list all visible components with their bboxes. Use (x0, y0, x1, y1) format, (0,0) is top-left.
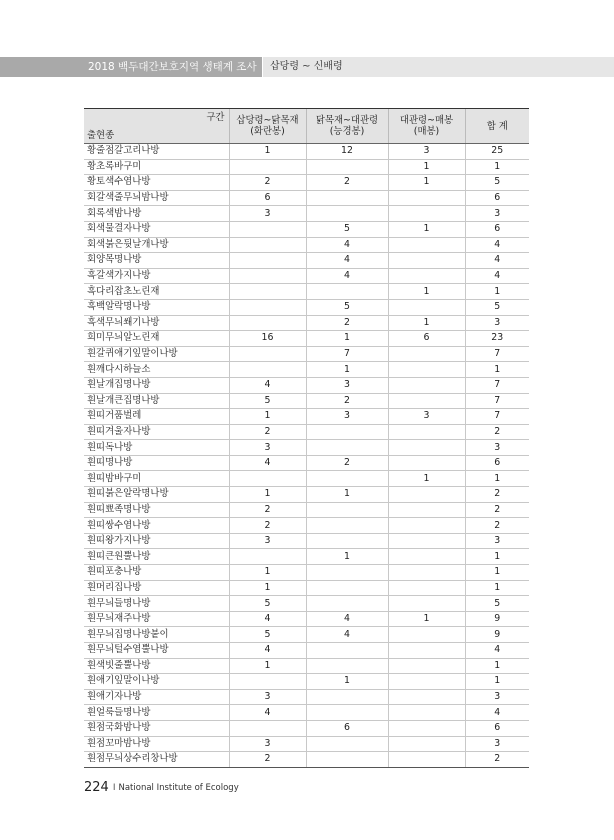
report-title: 2018 백두대간보호지역 생태계 조사 (0, 57, 262, 77)
species-name-cell: 흰띠붉은알락명나방 (84, 487, 229, 503)
corner-label-section: 구간 (206, 112, 225, 123)
table-row (84, 487, 529, 503)
count-cell (306, 502, 388, 518)
count-cell (306, 284, 388, 300)
total-cell: 2 (465, 752, 529, 768)
column-header (306, 109, 388, 144)
table-row (84, 611, 529, 627)
table-row (84, 596, 529, 612)
count-cell (388, 424, 465, 440)
species-name-cell: 흰띠거품벌레 (84, 409, 229, 425)
column-header (229, 109, 306, 144)
table-row (84, 346, 529, 362)
count-cell (388, 674, 465, 690)
header-divider (262, 57, 263, 77)
count-cell: 1 (229, 409, 306, 425)
count-cell (229, 299, 306, 315)
total-cell: 1 (465, 565, 529, 581)
count-cell: 6 (388, 331, 465, 347)
count-cell: 1 (388, 221, 465, 237)
count-cell (388, 658, 465, 674)
table-row (84, 549, 529, 565)
total-cell: 3 (465, 533, 529, 549)
count-cell (388, 549, 465, 565)
table-row (84, 315, 529, 331)
species-name-cell: 흰날개큰집명나방 (84, 393, 229, 409)
total-cell: 5 (465, 175, 529, 191)
count-cell: 1 (306, 331, 388, 347)
count-cell (229, 471, 306, 487)
total-cell: 4 (465, 268, 529, 284)
total-cell: 2 (465, 487, 529, 503)
count-cell (306, 596, 388, 612)
count-cell: 4 (306, 268, 388, 284)
count-cell: 6 (229, 190, 306, 206)
table-row (84, 393, 529, 409)
count-cell (306, 190, 388, 206)
total-cell: 1 (465, 674, 529, 690)
total-cell: 2 (465, 518, 529, 534)
count-cell (229, 346, 306, 362)
species-name-cell: 흰머리집나방 (84, 580, 229, 596)
count-cell (306, 518, 388, 534)
species-table-container (84, 108, 529, 768)
total-cell: 7 (465, 377, 529, 393)
count-cell: 5 (229, 627, 306, 643)
count-cell: 3 (229, 440, 306, 456)
count-cell (388, 393, 465, 409)
table-row (84, 268, 529, 284)
table-row (84, 689, 529, 705)
count-cell (306, 643, 388, 659)
count-cell: 4 (229, 611, 306, 627)
count-cell: 1 (229, 658, 306, 674)
species-name-cell: 황초록바구미 (84, 159, 229, 175)
table-row (84, 720, 529, 736)
count-cell: 2 (306, 393, 388, 409)
table-row (84, 643, 529, 659)
count-cell: 5 (306, 221, 388, 237)
count-cell: 1 (306, 549, 388, 565)
column-header-line1: 닭목재~대관령 (315, 115, 379, 126)
count-cell (388, 190, 465, 206)
table-row (84, 627, 529, 643)
count-cell: 1 (388, 284, 465, 300)
column-header-line2: (능경봉) (329, 126, 365, 137)
species-name-cell: 흑갈색가지나방 (84, 268, 229, 284)
species-name-cell: 흰띠명나방 (84, 455, 229, 471)
species-name-cell: 회록색밤나방 (84, 206, 229, 222)
table-row (84, 424, 529, 440)
count-cell: 1 (388, 611, 465, 627)
count-cell (388, 643, 465, 659)
species-name-cell: 흰띠겨울자나방 (84, 424, 229, 440)
total-cell: 9 (465, 611, 529, 627)
count-cell: 4 (229, 705, 306, 721)
total-cell: 3 (465, 315, 529, 331)
count-cell (229, 268, 306, 284)
count-cell (388, 362, 465, 378)
count-cell (306, 206, 388, 222)
species-name-cell: 흰무늬털수염뿔나방 (84, 643, 229, 659)
column-header-total (465, 109, 529, 144)
count-cell (306, 424, 388, 440)
footer-separator: I (112, 783, 116, 793)
count-cell: 1 (229, 565, 306, 581)
table-row (84, 221, 529, 237)
count-cell: 5 (306, 299, 388, 315)
table-row (84, 237, 529, 253)
count-cell (229, 237, 306, 253)
species-name-cell: 흰띠밤바구미 (84, 471, 229, 487)
total-cell: 6 (465, 720, 529, 736)
table-row (84, 674, 529, 690)
table-row (84, 206, 529, 222)
total-cell: 25 (465, 144, 529, 160)
count-cell: 4 (229, 643, 306, 659)
count-cell (388, 533, 465, 549)
count-cell (388, 206, 465, 222)
table-row (84, 159, 529, 175)
count-cell: 2 (306, 175, 388, 191)
count-cell (388, 502, 465, 518)
count-cell: 1 (388, 175, 465, 191)
species-name-cell: 흰무늬집명나방붙이 (84, 627, 229, 643)
species-name-cell: 흰띠포충나방 (84, 565, 229, 581)
table-row (84, 705, 529, 721)
column-header (388, 109, 465, 144)
column-header-line1: 삽당령~닭목재 (236, 115, 299, 126)
table-row (84, 362, 529, 378)
count-cell (306, 752, 388, 768)
count-cell: 5 (229, 393, 306, 409)
count-cell (229, 315, 306, 331)
species-name-cell: 흰갈퀴애기잎말이나방 (84, 346, 229, 362)
species-name-cell: 흰얼룩들명나방 (84, 705, 229, 721)
page-number: 224 (84, 780, 109, 795)
total-cell: 4 (465, 705, 529, 721)
table-row (84, 299, 529, 315)
table-row (84, 331, 529, 347)
count-cell (388, 377, 465, 393)
species-name-cell: 흰깨다시하늘소 (84, 362, 229, 378)
total-cell: 4 (465, 253, 529, 269)
total-cell: 7 (465, 409, 529, 425)
table-row (84, 377, 529, 393)
table-row (84, 440, 529, 456)
table-row (84, 471, 529, 487)
count-cell: 1 (229, 487, 306, 503)
species-name-cell: 흰색빗줄뿔나방 (84, 658, 229, 674)
species-name-cell: 회양목명나방 (84, 253, 229, 269)
species-name-cell: 흰점꼬마밤나방 (84, 736, 229, 752)
table-row (84, 502, 529, 518)
table-row (84, 736, 529, 752)
count-cell: 3 (388, 409, 465, 425)
count-cell (229, 253, 306, 269)
count-cell (388, 253, 465, 269)
count-cell (388, 689, 465, 705)
count-cell (229, 284, 306, 300)
species-name-cell: 흰점국화밤나방 (84, 720, 229, 736)
count-cell: 12 (306, 144, 388, 160)
table-row (84, 253, 529, 269)
total-cell: 1 (465, 284, 529, 300)
total-cell: 1 (465, 549, 529, 565)
table-row (84, 190, 529, 206)
table-header-row (84, 109, 529, 144)
count-cell (388, 627, 465, 643)
species-name-cell: 흰무늬들명나방 (84, 596, 229, 612)
count-cell (388, 487, 465, 503)
total-cell: 3 (465, 206, 529, 222)
count-cell: 1 (388, 159, 465, 175)
count-cell (306, 440, 388, 456)
total-cell: 1 (465, 471, 529, 487)
count-cell: 4 (306, 253, 388, 269)
count-cell: 2 (229, 175, 306, 191)
count-cell (306, 533, 388, 549)
count-cell (306, 736, 388, 752)
column-header-line1: 합 계 (486, 120, 508, 132)
count-cell (229, 221, 306, 237)
count-cell: 1 (229, 144, 306, 160)
total-cell: 1 (465, 580, 529, 596)
count-cell (388, 752, 465, 768)
count-cell (388, 565, 465, 581)
count-cell: 3 (306, 377, 388, 393)
species-name-cell: 흰애기자나방 (84, 689, 229, 705)
table-row (84, 284, 529, 300)
column-header-line1: 대관령~매봉 (399, 115, 454, 126)
total-cell: 3 (465, 736, 529, 752)
count-cell (388, 720, 465, 736)
count-cell: 3 (306, 409, 388, 425)
species-name-cell: 흰무늬재주나방 (84, 611, 229, 627)
total-cell: 2 (465, 424, 529, 440)
count-cell: 4 (306, 237, 388, 253)
count-cell (306, 689, 388, 705)
total-cell: 6 (465, 190, 529, 206)
count-cell (306, 705, 388, 721)
corner-header-cell (84, 109, 229, 144)
species-table (84, 108, 529, 768)
table-body (84, 144, 529, 768)
count-cell: 1 (306, 487, 388, 503)
count-cell: 2 (229, 424, 306, 440)
species-name-cell: 흰띠큰원뿔나방 (84, 549, 229, 565)
total-cell: 6 (465, 455, 529, 471)
count-cell (388, 268, 465, 284)
count-cell: 2 (229, 518, 306, 534)
species-name-cell: 흰띠쌍수염나방 (84, 518, 229, 534)
total-cell: 1 (465, 159, 529, 175)
total-cell: 6 (465, 221, 529, 237)
species-name-cell: 흰날개집명나방 (84, 377, 229, 393)
count-cell (229, 549, 306, 565)
count-cell: 3 (229, 736, 306, 752)
count-cell (388, 736, 465, 752)
count-cell (306, 159, 388, 175)
count-cell (229, 159, 306, 175)
count-cell (306, 471, 388, 487)
count-cell (306, 580, 388, 596)
count-cell: 1 (306, 362, 388, 378)
count-cell (388, 596, 465, 612)
count-cell: 1 (306, 674, 388, 690)
total-cell: 7 (465, 346, 529, 362)
column-header-line2: (매봉) (413, 126, 440, 137)
count-cell (388, 440, 465, 456)
table-row (84, 565, 529, 581)
count-cell: 4 (306, 627, 388, 643)
count-cell (388, 455, 465, 471)
species-name-cell: 흰애기잎말이나방 (84, 674, 229, 690)
total-cell: 4 (465, 237, 529, 253)
section-title: 삽당령 ~ 신배령 (270, 61, 343, 72)
count-cell: 5 (229, 596, 306, 612)
species-name-cell: 흰띠뾰족명나방 (84, 502, 229, 518)
total-cell: 3 (465, 689, 529, 705)
table-row (84, 409, 529, 425)
count-cell: 4 (229, 377, 306, 393)
species-name-cell: 흰점무늬상수리창나방 (84, 752, 229, 768)
species-name-cell: 희미무늬알노린재 (84, 331, 229, 347)
species-name-cell: 흑다리잡초노린재 (84, 284, 229, 300)
species-name-cell: 황줄점갈고리나방 (84, 144, 229, 160)
organization-name: National Institute of Ecology (118, 783, 239, 793)
corner-label-species: 출현종 (87, 130, 115, 141)
count-cell: 4 (306, 611, 388, 627)
count-cell: 3 (388, 144, 465, 160)
table-row (84, 144, 529, 160)
count-cell (229, 720, 306, 736)
count-cell: 2 (306, 315, 388, 331)
count-cell: 1 (388, 315, 465, 331)
column-header-line2: (화란봉) (250, 126, 285, 137)
total-cell: 7 (465, 393, 529, 409)
table-row (84, 518, 529, 534)
total-cell: 5 (465, 596, 529, 612)
species-name-cell: 회갈색줄무늬밤나방 (84, 190, 229, 206)
total-cell: 9 (465, 627, 529, 643)
species-name-cell: 흰띠왕가지나방 (84, 533, 229, 549)
total-cell: 1 (465, 362, 529, 378)
total-cell: 2 (465, 502, 529, 518)
count-cell: 3 (229, 206, 306, 222)
count-cell (306, 565, 388, 581)
count-cell (388, 346, 465, 362)
count-cell: 4 (229, 455, 306, 471)
table-row (84, 533, 529, 549)
total-cell: 23 (465, 331, 529, 347)
count-cell: 1 (229, 580, 306, 596)
species-name-cell: 흑백알락명나방 (84, 299, 229, 315)
table-row (84, 658, 529, 674)
total-cell: 3 (465, 440, 529, 456)
count-cell (388, 299, 465, 315)
count-cell (388, 580, 465, 596)
table-row (84, 752, 529, 768)
table-row (84, 175, 529, 191)
species-name-cell: 흑색무늬쐐기나방 (84, 315, 229, 331)
table-row (84, 580, 529, 596)
total-cell: 1 (465, 658, 529, 674)
count-cell: 2 (306, 455, 388, 471)
count-cell (388, 518, 465, 534)
count-cell: 1 (388, 471, 465, 487)
count-cell (229, 674, 306, 690)
species-name-cell: 황토색수염나방 (84, 175, 229, 191)
count-cell: 6 (306, 720, 388, 736)
count-cell (388, 237, 465, 253)
count-cell (229, 362, 306, 378)
table-row (84, 455, 529, 471)
total-cell: 5 (465, 299, 529, 315)
species-name-cell: 회색물결자나방 (84, 221, 229, 237)
count-cell (306, 658, 388, 674)
count-cell: 2 (229, 502, 306, 518)
count-cell: 3 (229, 689, 306, 705)
species-name-cell: 회색붉은뒷날개나방 (84, 237, 229, 253)
count-cell: 7 (306, 346, 388, 362)
species-name-cell: 흰띠독나방 (84, 440, 229, 456)
count-cell: 16 (229, 331, 306, 347)
total-cell: 4 (465, 643, 529, 659)
count-cell: 2 (229, 752, 306, 768)
page-footer (84, 780, 239, 795)
count-cell: 3 (229, 533, 306, 549)
count-cell (388, 705, 465, 721)
